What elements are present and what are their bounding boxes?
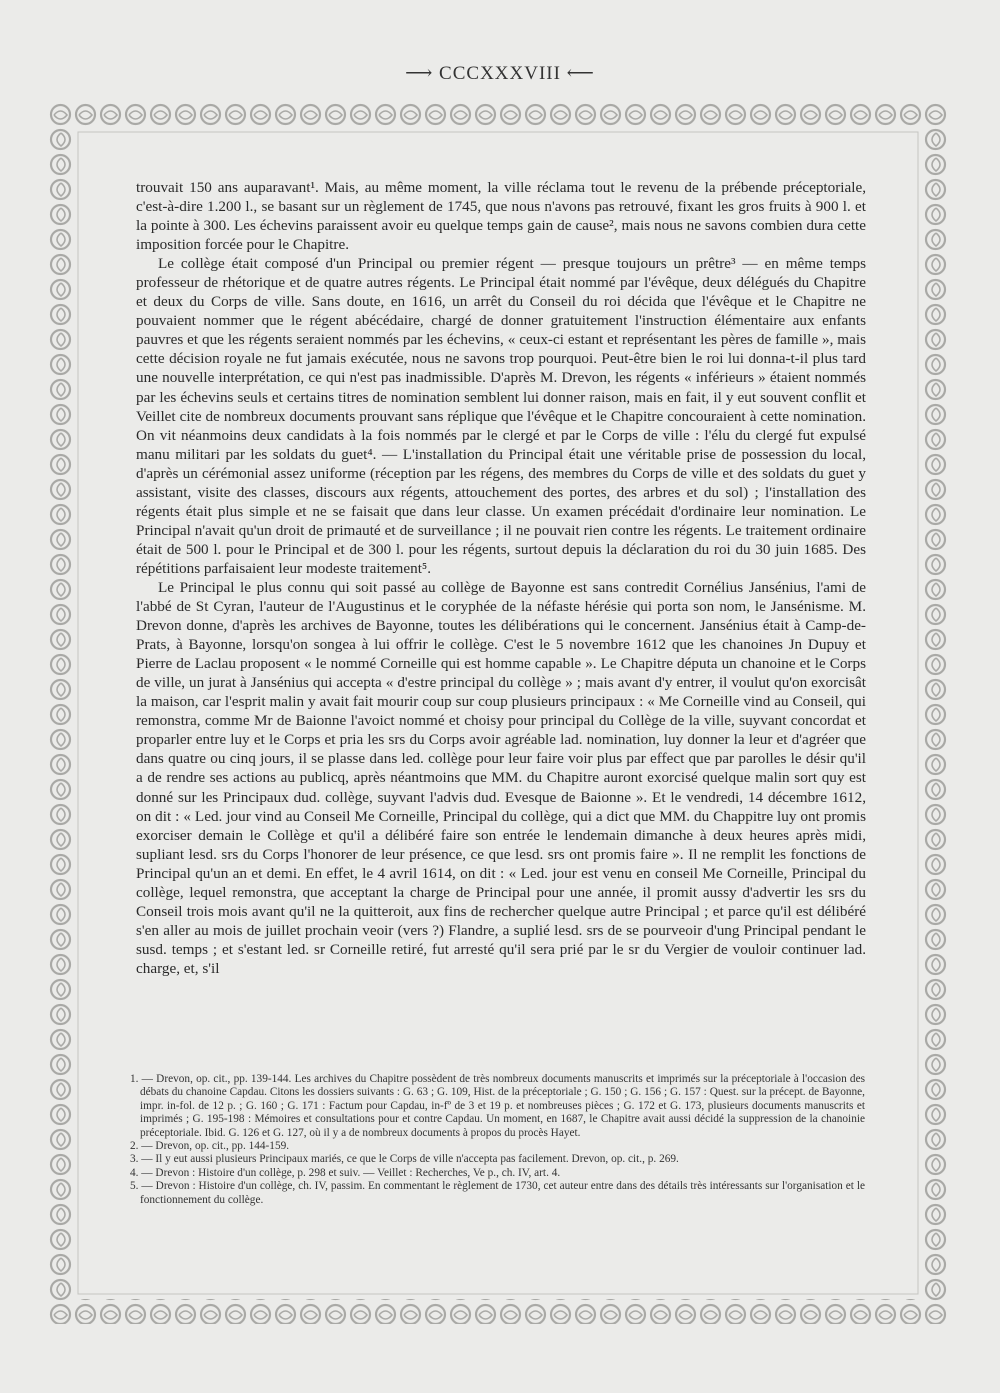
page-number: ⟶ CCCXXXVIII ⟵ bbox=[405, 63, 595, 84]
footnote-5: 5. — Drevon : Histoire d'un collège, ch. IV, passim. En commentant le règlement de 1730, cet auteur entre dans des détails très intéressants sur l'organisation et le fonctionnement du collège. bbox=[130, 1180, 865, 1206]
paragraph-1: trouvait 150 ans auparavant¹. Mais, au même moment, la ville réclama tout le revenu de la prébende préceptoriale, c'est-à-dire 1.200 l., se basant sur un règlement de 1745, que nous n'avons pas retrouvé, fixant les gros fruits à 900 l. et la pointe à 300. Les échevins paraissent avoir eu quelque temps gain de cause², mais nous ne savons combien dura cette imposition forcée pour le Chapitre. bbox=[136, 179, 866, 254]
footnotes bbox=[130, 1073, 865, 1207]
footnote-2: 2. — Drevon, op. cit., pp. 144-159. bbox=[130, 1140, 290, 1153]
paragraph-2: Le collège était composé d'un Principal ou premier régent — presque toujours un prêtre³ — en même temps professeur de rhétorique et de quatre autres régents. Le Principal était nommé par l'évêque, deux délégués du Chapitre et deux du Corps de ville. Sans doute, en 1616, un arrêt du Conseil du roi décida que l'évêque et le Chapitre ne pouvaient nommer que le régent abécédaire, chargé de donner gratuitement l'instruction élémentaire aux enfants pauvres et que les régents seraient nommés par les échevins, « ceux-ci estant et représentant les pères de famille », mais cette décision royale ne fut jamais exécutée, nous ne savons trop pourquoi. Peut-être bien le roi lui donna-t-il plus tard une nouvelle interprétation, ce qui n'est pas inadmissible. D'après M. Drevon, les régents « inférieurs » étaient nommés par les échevins seuls et certains titres de nomination semblent lui donner raison, mais en fait, il y eut souvent conflit et Veillet cite de nombreux documents prouvant sans réplique que l'évêque et le Chapitre concouraient à cette nomination. On vit néanmoins deux candidats à la fois nommés par le clergé et par le Corps de ville : l'élu du clergé fut expulsé manu militari par les soldats du guet⁴. — L'installation du Principal était une véritable prise de possession du local, d'après un cérémonial assez uniforme (réception par les régens, des membres du Corps de ville et des soldats du guet y assistant, visite des classes, discours aux régents, attouchement des portes, des arbres et du sol) ; l'installation des régents était plus simple et ne se faisait que dans leur classe. Un examen précédait d'ordinaire leur nomination. Le Principal n'avait qu'un droit de primauté et de surveillance ; il ne pouvait rien contre les régents. Le traitement ordinaire était de 500 l. pour le Principal et de 300 l. pour les régents, surtout depuis la déclaration du roi du 30 juin 1685. Des répétitions parfaisaient leur modeste traitement⁵. bbox=[136, 255, 866, 577]
footnote-1: 1. — Drevon, op. cit., pp. 139-144. Les archives du Chapitre possèdent de très nombreux documents manuscrits et imprimés sur la préceptoriale à l'occasion des débats du chanoine Capdau. Citons les dossiers suivants : G. 63 ; G. 109, Hist. de la préceptoriale ; G. 150 ; G. 156 ; G. 157 : Quest. sur la précept. de Bayonne, impr. in-fol. de 12 p. ; G. 160 ; G. 171 : Factum pour Capdau, in-fº de 3 et 19 p. et nombreuses pièces ; G. 172 et G. 173, plusieurs documents manuscrits et imprimés ; G. 195-198 : Mémoires et consultations pour et contre Capdau. Un moment, en 1687, le Chapitre avait aussi décidé la suppression de la chanoinie préceptoriale. Ibid. G. 126 et G. 127, où il y a de nombreux documents à propos du procès Hayet. bbox=[130, 1073, 865, 1139]
footnote-4: 4. — Drevon : Histoire d'un collège, p. 298 et suiv. — Veillet : Recherches, Ve p., ch. IV, art. 4. bbox=[130, 1166, 561, 1179]
paragraph-3: Le Principal le plus connu qui soit passé au collège de Bayonne est sans contredit Cornélius Jansénius, l'ami de l'abbé de St Cyran, l'auteur de l'Augustinus et le coryphée de la néfaste hérésie qui porta son nom, le Jansénisme. M. Drevon donne, d'après les archives de Bayonne, toutes les délibérations qui le concernent. Jansénius était à Camp-de-Prats, à Bayonne, lorsqu'on songea à lui offrir le collège. C'est le 5 novembre 1612 que les chanoines Jn Dupuy et Pierre de Laclau proposent « le nommé Corneille qui est homme capable ». Le Chapitre députa un chanoine et le Corps de ville, un jurat à Jansénius qui accepta « d'estre principal du collège » ; mais avant d'y entrer, il voulut qu'on exorcisât la maison, car l'esprit malin y avait fait mourir coup sur coup plusieurs principaux : « Me Corneille vind au Conseil, qui remonstra, comme Mr de Baionne l'avoict nommé et choisy pour principal du Collège de la ville, suyvant concordat et proparler entre luy et le Corps et pria les srs du Corps avoir agréable lad. nomination, luy donner la leur et d'agréer que dans quatre ou cinq jours, il se plasse dans led. collège pour leur faire voir plus par effect que par parolles le désir qu'il a de rendre ses actions au publicq, après néantmoins que MM. du Chapitre auront exorcisé quelque malin sort quy est donné sur les Principaux dud. collège, suyvant l'advis dud. Evesque de Baionne ». Et le vendredi, 14 décembre 1612, on dit : « Led. jour vind au Conseil Me Corneille, Principal du collège, qui a dict que MM. du Chappitre luy ont promis exorciser demain le Collège et qu'il a délibéré faire son entrée le lendemain dimanche à deux heures après midi, supliant lesd. srs du Corps l'honorer de leur présence, ce que lesd. srs ont promis faire ». Il ne remplit les fonctions de Principal qu'un an et demi. En effet, le 4 avril 1614, on dit : « Led. jour est venu en conseil Me Corneille, Principal du collège, lequel remonstra, que acceptant la charge de Principal pour une année, il promit aussy d'advertir les srs du Conseil trois mois avant qu'il ne la quitteroit, aux fins de rechercher quelque autre Principal ; et parce qu'il est délibéré s'en aller au mois de juillet prochain veoir (vers ?) Flandre, a suplié lesd. srs de se pourveoir d'ung Principal pendant le susd. temps ; et s'estant led. sr Corneille retiré, fut arresté qu'il sera prié par le sr du Vergier de vouloir continuer lad. charge, et, s'il bbox=[136, 578, 866, 977]
footnote-3: 3. — Il y eut aussi plusieurs Principaux mariés, ce que le Corps de ville n'accepta pas facilement. Drevon, op. cit., p. 269. bbox=[130, 1153, 679, 1166]
main-text bbox=[136, 178, 866, 978]
